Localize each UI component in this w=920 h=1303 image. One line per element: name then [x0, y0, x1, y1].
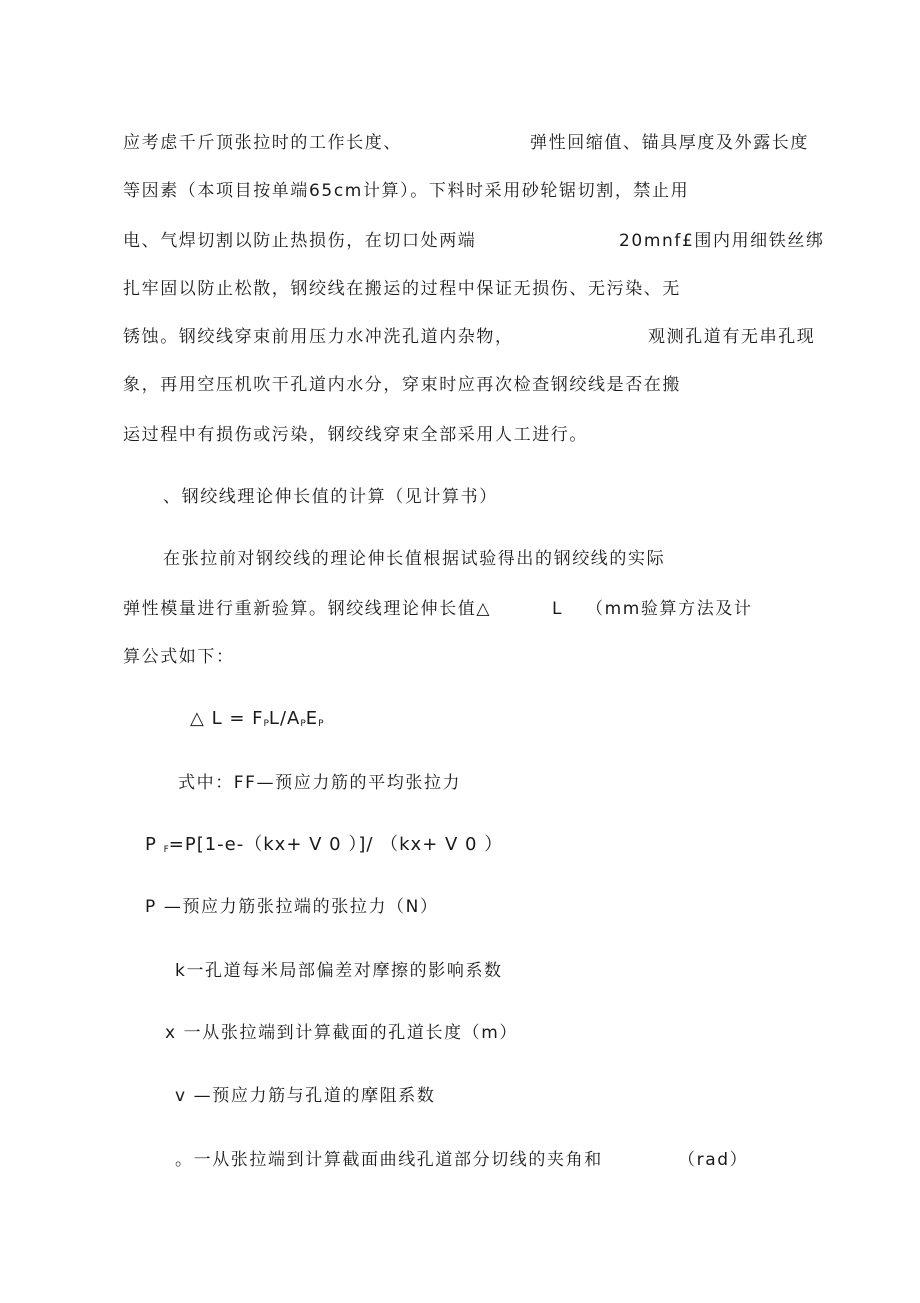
def-theta-left: 。一从张拉端到计算截面曲线孔道部分切线的夹角和 — [175, 1150, 603, 1170]
para1-line3-left: 电、气焊切割以防止热损伤，在切口处两端 — [123, 231, 477, 251]
para1-line5-left: 锈蚀。钢绞线穿束前用压力水冲洗孔道内杂物， — [123, 327, 514, 347]
pp-sub: F — [163, 845, 169, 855]
para1-line1-right: 弹性回缩值、锚具厚度及外露长度 — [530, 133, 809, 153]
para2-line3: 算公式如下： — [123, 647, 235, 667]
para2-line2-right: （mm验算方法及计 — [586, 599, 753, 619]
formula-sub-p3: P — [318, 719, 324, 729]
formula-elongation — [190, 708, 324, 735]
para1-line1-left: 应考虑千斤顶张拉时的工作长度、 — [123, 133, 402, 153]
para1-line5-right: 观测孔道有无串孔现 — [648, 327, 816, 347]
section-heading: 、钢绞线理论伸长值的计算（见计算书） — [163, 487, 498, 507]
para2-line2-mid: L — [552, 599, 564, 619]
formula-prefix: △ L = F — [190, 708, 264, 729]
para1-line6: 象，再用空压机吹干孔道内水分，穿束时应再次检查钢绞线是否在搬 — [123, 375, 681, 395]
para1-line2: 等因素（本项目按单端65cm计算）。下料时采用砂轮锯切割，禁止用 — [123, 181, 690, 201]
formula-sub-p2: P — [300, 719, 306, 729]
def-x: x 一从张拉端到计算截面的孔道长度（m） — [165, 1023, 519, 1043]
def-ff: 式中：FF—预应力筋的平均张拉力 — [178, 773, 462, 793]
pp-body: =P[1-e-（kx+ V 0 ）]/ （kx+ V 0 ） — [168, 834, 504, 855]
formula-sub-p1: P — [263, 719, 269, 729]
def-k: k一孔道每米局部偏差对摩擦的影响系数 — [175, 961, 503, 981]
def-theta-right: （rad） — [678, 1150, 749, 1170]
formula-mid2: E — [305, 708, 319, 729]
para2-line1: 在张拉前对钢绞线的理论伸长值根据试验得出的钢绞线的实际 — [163, 549, 666, 569]
formula-average-tension — [145, 834, 503, 861]
pp-prefix: P — [145, 834, 164, 855]
formula-mid: L/A — [268, 708, 301, 729]
def-p: P —预应力筋张拉端的张拉力（N） — [145, 897, 439, 917]
para1-line4: 扎牢固以防止松散，钢绞线在搬运的过程中保证无损伤、无污染、无 — [123, 279, 681, 299]
para1-line3-right: 20mnf£围内用细铁丝绑 — [619, 231, 825, 251]
para2-line2-left: 弹性模量进行重新验算。钢绞线理论伸长值△ — [123, 599, 492, 619]
para1-line7: 运过程中有损伤或污染，钢绞线穿束全部采用人工进行。 — [123, 425, 588, 445]
def-v: v —预应力筋与孔道的摩阻系数 — [175, 1086, 436, 1106]
